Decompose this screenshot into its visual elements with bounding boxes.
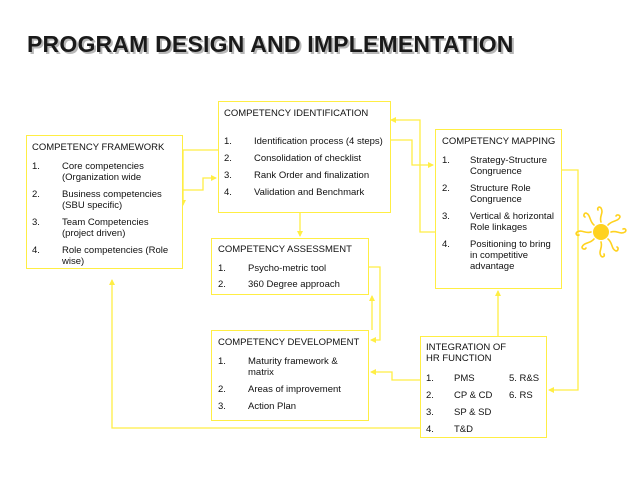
competency-assessment-heading: COMPETENCY ASSESSMENT bbox=[218, 244, 352, 255]
competency-identification-heading: COMPETENCY IDENTIFICATION bbox=[224, 108, 369, 119]
list-item: 2. Structure Role Congruence bbox=[442, 183, 531, 205]
integration-hr-function-heading: INTEGRATION OF HR FUNCTION bbox=[426, 342, 507, 364]
list-item: 3. Action Plan bbox=[218, 401, 297, 412]
list-item: 1. Core competencies (Organization wide bbox=[32, 161, 144, 183]
list-item: 1. PMS 5. R&S bbox=[426, 373, 540, 384]
competency-mapping-box bbox=[435, 129, 562, 289]
connector-framework-to-identification bbox=[183, 178, 216, 190]
connector-identification-to-mapping bbox=[391, 140, 433, 165]
list-item: 1. Psycho-metric tool bbox=[218, 263, 327, 274]
list-item: 3. Team Competencies (project driven) bbox=[32, 217, 149, 239]
list-item: 4. T&D bbox=[426, 424, 473, 435]
competency-development-heading: COMPETENCY DEVELOPMENT bbox=[218, 337, 360, 348]
connector-integration-to-development bbox=[371, 372, 420, 380]
competency-framework-heading: COMPETENCY FRAMEWORK bbox=[32, 142, 165, 153]
list-item: 4. Validation and Benchmark bbox=[224, 187, 365, 198]
list-item: 2. Consolidation of checklist bbox=[224, 153, 362, 164]
sun-core bbox=[593, 224, 609, 240]
list-item: 2. 360 Degree approach bbox=[218, 279, 340, 290]
integration-hr-function-box bbox=[420, 336, 547, 438]
page-title: PROGRAM DESIGN AND IMPLEMENTATION bbox=[27, 31, 514, 57]
connector-assessment-to-development bbox=[369, 267, 380, 340]
list-item: 2. Areas of improvement bbox=[218, 384, 341, 395]
list-item: 4. Positioning to bring in competitive advantage bbox=[442, 239, 551, 272]
list-item: 1. Maturity framework & matrix bbox=[218, 356, 338, 378]
sun-icon bbox=[573, 204, 629, 260]
list-item: 3. Vertical & horizontal Role linkages bbox=[442, 211, 554, 233]
list-item: 3. Rank Order and finalization bbox=[224, 170, 370, 181]
competency-assessment-box bbox=[211, 238, 369, 295]
competency-mapping-heading: COMPETENCY MAPPING bbox=[442, 136, 556, 147]
competency-identification-box bbox=[218, 101, 391, 213]
list-item: 3. SP & SD bbox=[426, 407, 492, 418]
connector-mapping-return bbox=[391, 120, 435, 232]
list-item: 1. Identification process (4 steps) bbox=[224, 136, 383, 147]
list-item: 2. Business competencies (SBU specific) bbox=[32, 189, 162, 211]
list-item: 1. Strategy-Structure Congruence bbox=[442, 155, 548, 177]
list-item: 4. Role competencies (Role wise) bbox=[32, 245, 169, 267]
competency-framework-box bbox=[26, 135, 183, 269]
competency-development-box bbox=[211, 330, 369, 421]
list-item: 2. CP & CD 6. RS bbox=[426, 390, 533, 401]
